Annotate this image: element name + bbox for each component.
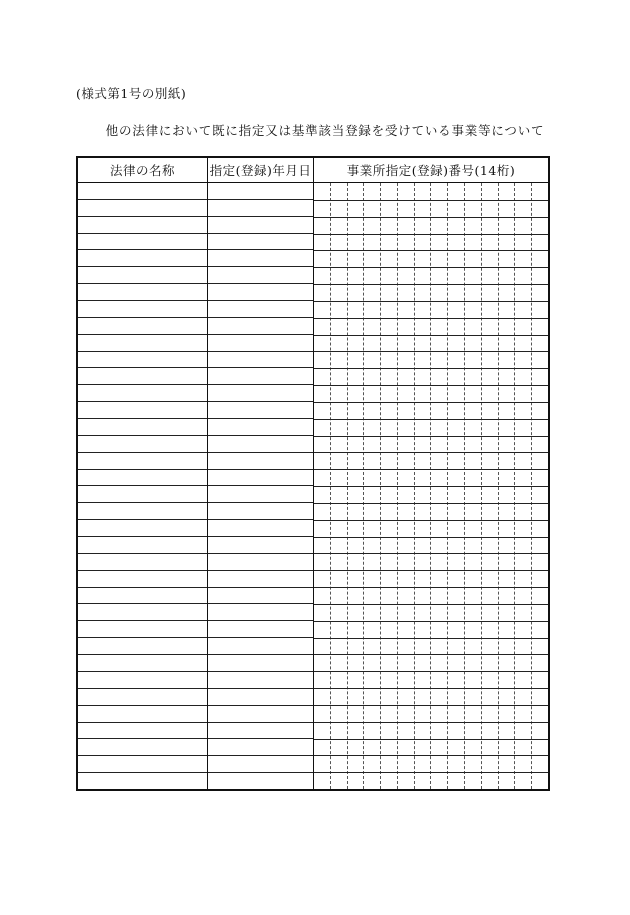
row-divider	[314, 739, 548, 740]
designation-date-cell[interactable]	[208, 739, 313, 756]
designation-date-cell[interactable]	[208, 368, 313, 385]
designation-date-cell[interactable]	[208, 655, 313, 672]
designation-date-cell[interactable]	[208, 453, 313, 470]
row-divider	[314, 217, 548, 218]
law-name-cell[interactable]	[78, 689, 207, 706]
row-divider	[314, 250, 548, 251]
row-divider	[314, 553, 548, 554]
law-name-cell[interactable]	[78, 385, 207, 402]
row-divider	[314, 301, 548, 302]
law-name-cell[interactable]	[78, 520, 207, 537]
designation-date-cell[interactable]	[208, 604, 313, 621]
row-divider	[314, 621, 548, 622]
designation-date-cell[interactable]	[208, 706, 313, 723]
law-name-cell[interactable]	[78, 267, 207, 284]
document-title: 他の法律において既に指定又は基準該当登録を受けている事業等について	[105, 123, 545, 138]
designation-date-cell[interactable]	[208, 301, 313, 318]
law-name-cell[interactable]	[78, 604, 207, 621]
row-divider	[314, 318, 548, 319]
row-divider	[314, 688, 548, 689]
designation-date-column	[208, 183, 314, 789]
law-name-cell[interactable]	[78, 503, 207, 520]
law-name-cell[interactable]	[78, 250, 207, 267]
row-divider	[314, 486, 548, 487]
row-divider	[314, 772, 548, 773]
designation-date-cell[interactable]	[208, 234, 313, 251]
designation-date-cell[interactable]	[208, 621, 313, 638]
law-name-cell[interactable]	[78, 554, 207, 571]
law-name-cell[interactable]	[78, 335, 207, 352]
designation-date-cell[interactable]	[208, 723, 313, 740]
row-divider	[314, 351, 548, 352]
row-divider	[314, 234, 548, 235]
row-divider	[314, 671, 548, 672]
law-name-cell[interactable]	[78, 453, 207, 470]
law-name-cell[interactable]	[78, 284, 207, 301]
law-name-cell[interactable]	[78, 486, 207, 503]
law-name-cell[interactable]	[78, 368, 207, 385]
designation-date-cell[interactable]	[208, 773, 313, 789]
law-name-cell[interactable]	[78, 436, 207, 453]
row-divider	[314, 604, 548, 605]
law-name-cell[interactable]	[78, 571, 207, 588]
law-name-cell[interactable]	[78, 655, 207, 672]
law-name-cell[interactable]	[78, 470, 207, 487]
designation-date-cell[interactable]	[208, 520, 313, 537]
header-designation-date: 指定(登録)年月日	[208, 158, 314, 183]
row-divider	[314, 537, 548, 538]
law-name-cell[interactable]	[78, 723, 207, 740]
law-name-cell[interactable]	[78, 200, 207, 217]
designation-date-cell[interactable]	[208, 250, 313, 267]
designation-date-cell[interactable]	[208, 217, 313, 234]
row-divider	[314, 654, 548, 655]
law-name-cell[interactable]	[78, 739, 207, 756]
law-name-cell[interactable]	[78, 537, 207, 554]
law-name-cell[interactable]	[78, 588, 207, 605]
law-name-cell[interactable]	[78, 183, 207, 200]
designation-date-cell[interactable]	[208, 267, 313, 284]
designation-date-cell[interactable]	[208, 503, 313, 520]
designation-date-cell[interactable]	[208, 436, 313, 453]
row-divider	[314, 755, 548, 756]
row-divider	[314, 587, 548, 588]
header-law-name: 法律の名称	[78, 158, 208, 183]
law-name-cell[interactable]	[78, 419, 207, 436]
designation-date-cell[interactable]	[208, 470, 313, 487]
designation-date-cell[interactable]	[208, 200, 313, 217]
form-label: (様式第1号の別紙)	[76, 86, 187, 101]
row-divider	[314, 503, 548, 504]
row-divider	[314, 722, 548, 723]
header-office-number: 事業所指定(登録)番号(14桁)	[314, 158, 548, 183]
row-divider	[314, 419, 548, 420]
designation-date-cell[interactable]	[208, 335, 313, 352]
row-divider	[314, 520, 548, 521]
designation-date-cell[interactable]	[208, 756, 313, 773]
designation-date-cell[interactable]	[208, 402, 313, 419]
law-name-cell[interactable]	[78, 638, 207, 655]
law-name-cell[interactable]	[78, 621, 207, 638]
designation-date-cell[interactable]	[208, 318, 313, 335]
row-divider	[314, 638, 548, 639]
designation-date-cell[interactable]	[208, 352, 313, 369]
row-divider	[314, 368, 548, 369]
designation-date-cell[interactable]	[208, 419, 313, 436]
designation-date-cell[interactable]	[208, 284, 313, 301]
designation-date-cell[interactable]	[208, 571, 313, 588]
law-name-cell[interactable]	[78, 301, 207, 318]
law-name-cell[interactable]	[78, 234, 207, 251]
designation-date-cell[interactable]	[208, 183, 313, 200]
law-name-cell[interactable]	[78, 402, 207, 419]
designation-date-cell[interactable]	[208, 689, 313, 706]
designation-date-cell[interactable]	[208, 554, 313, 571]
law-name-cell[interactable]	[78, 217, 207, 234]
office-number-column	[314, 183, 548, 789]
designation-date-cell[interactable]	[208, 537, 313, 554]
designation-date-cell[interactable]	[208, 486, 313, 503]
designation-date-cell[interactable]	[208, 638, 313, 655]
designation-date-cell[interactable]	[208, 588, 313, 605]
law-name-cell[interactable]	[78, 756, 207, 773]
row-divider	[314, 385, 548, 386]
row-divider	[314, 436, 548, 437]
row-divider	[314, 200, 548, 201]
row-divider	[314, 705, 548, 706]
row-divider	[314, 267, 548, 268]
row-divider	[314, 452, 548, 453]
row-divider	[314, 469, 548, 470]
law-name-cell[interactable]	[78, 706, 207, 723]
registration-table	[76, 156, 550, 791]
law-name-cell[interactable]	[78, 672, 207, 689]
row-divider	[314, 570, 548, 571]
law-name-column	[78, 183, 208, 789]
law-name-cell[interactable]	[78, 318, 207, 335]
law-name-cell[interactable]	[78, 352, 207, 369]
row-divider	[314, 284, 548, 285]
designation-date-cell[interactable]	[208, 672, 313, 689]
row-divider	[314, 402, 548, 403]
designation-date-cell[interactable]	[208, 385, 313, 402]
row-divider	[314, 335, 548, 336]
law-name-cell[interactable]	[78, 773, 207, 789]
